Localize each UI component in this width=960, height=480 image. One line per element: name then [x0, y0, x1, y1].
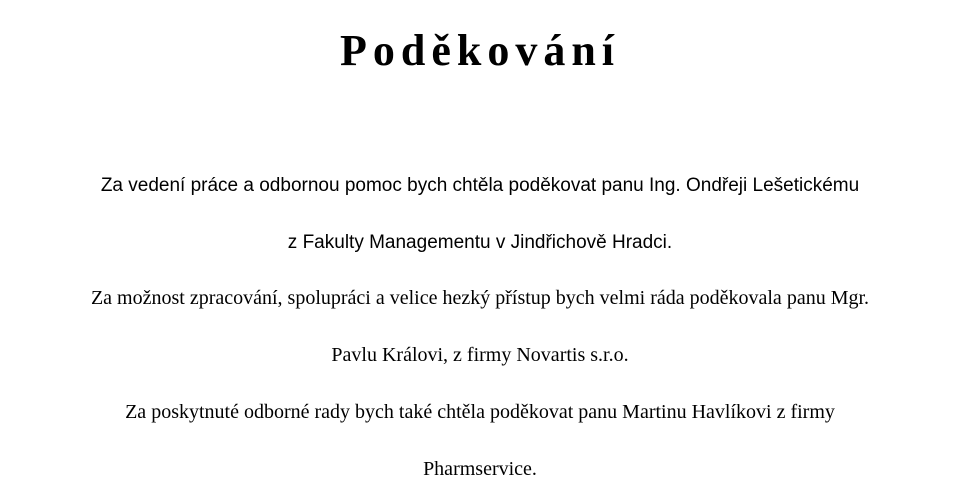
acknowledgement-line-1: Za vedení práce a odbornou pomoc bych chtěla poděkovat panu Ing. Ondřeji Lešetickému — [100, 175, 860, 196]
page-title: Poděkování — [339, 26, 621, 76]
acknowledgement-line-2: z Fakulty Managementu v Jindřichově Hradci. — [287, 232, 673, 253]
acknowledgement-line-3: Za možnost zpracování, spolupráci a velice hezký přístup bych velmi ráda poděkovala panu Mgr. — [90, 287, 870, 309]
acknowledgement-line-5: Za poskytnuté odborné rady bych také chtěla poděkovat panu Martinu Havlíkovi z firmy — [125, 401, 835, 423]
acknowledgement-line-6: Pharmservice. — [423, 458, 537, 480]
acknowledgement-line-4: Pavlu Královi, z firmy Novartis s.r.o. — [331, 344, 629, 366]
